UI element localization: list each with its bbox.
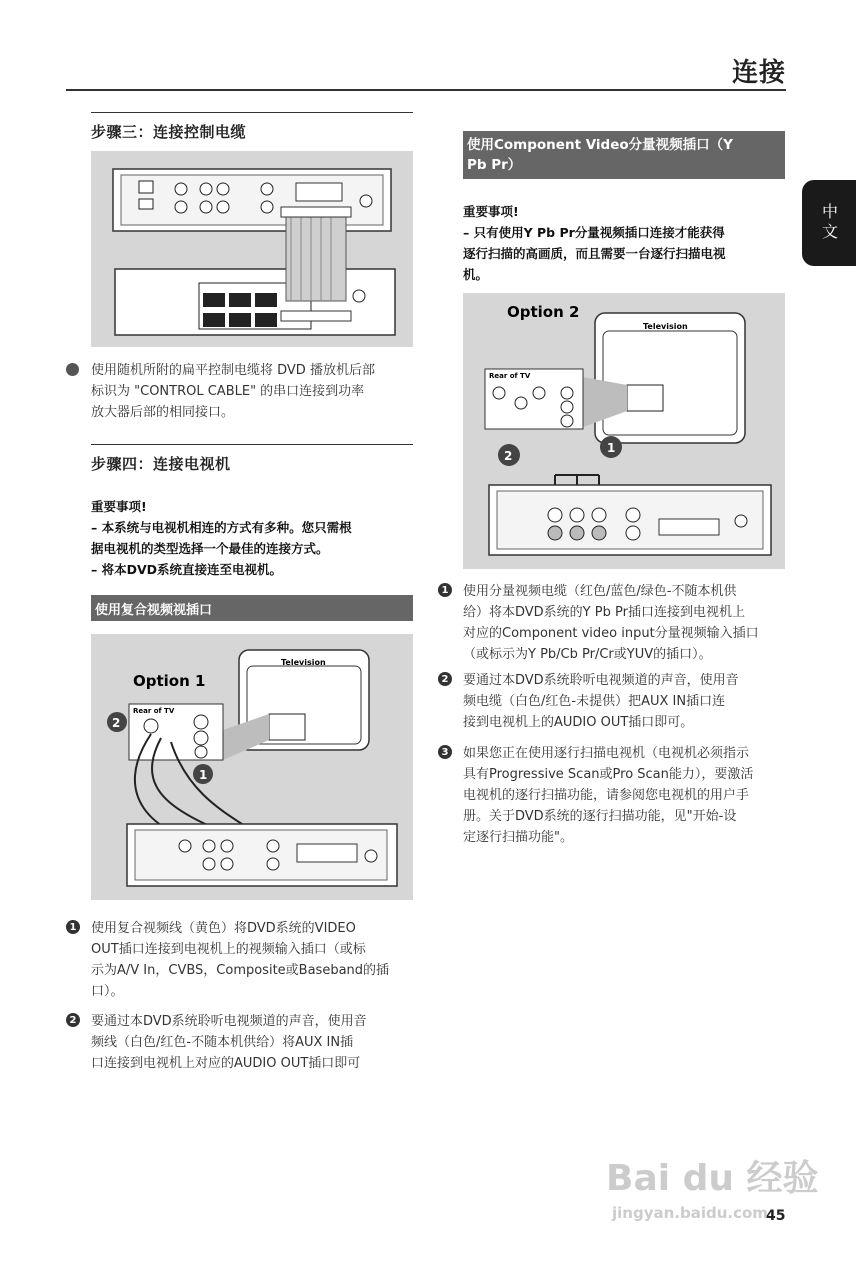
component-item-2 <box>463 670 785 733</box>
text-line: 示为A/V In，CVBS，Composite或Baseband的插 <box>91 963 390 978</box>
text-line: 要通过本DVD系统聆听电视频道的声音，使用音 <box>91 1014 367 1029</box>
text-line: 如果您正在使用逐行扫描电视机（电视机必须指示 <box>463 746 750 761</box>
text-line: 使用随机所附的扁平控制电缆将 DVD 播放机后部 <box>91 363 375 378</box>
composite-section-bar: 使用复合视频视插口 <box>91 595 413 621</box>
text-line: 标识为 "CONTROL CABLE" 的串口连接到功率 <box>91 384 365 399</box>
text-line: Pb Pr） <box>467 157 522 173</box>
text-line: 使用复合视频线（黄色）将DVD系统的VIDEO <box>91 921 356 936</box>
section-rule <box>91 444 413 445</box>
watermark-url: jingyan.baidu.com <box>612 1204 768 1222</box>
composite-item-2 <box>91 1011 413 1074</box>
text-line: – 本系统与电视机相连的方式有多种。您只需根 <box>91 520 352 535</box>
control-cable-diagram <box>91 151 413 347</box>
component-item-1 <box>463 581 785 665</box>
text-line: 口）。 <box>91 984 124 999</box>
step3-title: 步骤三：连接控制电缆 <box>91 123 247 141</box>
component-notes <box>463 201 785 285</box>
watermark-brand: Bai du 经验 <box>606 1158 819 1199</box>
option2-figure <box>463 293 785 569</box>
bullet-icon <box>66 363 79 376</box>
text-line: – 将本DVD系统直接连至电视机。 <box>91 562 283 577</box>
step4-title: 步骤四：连接电视机 <box>91 455 231 473</box>
option1-figure <box>91 634 413 900</box>
text-line: 频线（白色/红色-不随本机供给）将AUX IN插 <box>91 1035 354 1050</box>
text-line: 定逐行扫描功能"。 <box>463 830 573 845</box>
option1-diagram <box>91 634 413 900</box>
text-line: 给）将本DVD系统的Y Pb Pr插口连接到电视机上 <box>463 605 745 620</box>
important-label: 重要事项! <box>463 204 519 219</box>
tv-label: Television <box>281 658 326 667</box>
step-number-icon: 3 <box>438 745 452 759</box>
svg-text:2: 2 <box>112 716 121 730</box>
text-line: 对应的Component video input分量视频输入插口 <box>463 626 759 641</box>
svg-text:1: 1 <box>607 441 616 455</box>
text-line: 使用分量视频电缆（红色/蓝色/绿色-不随本机供 <box>463 584 737 599</box>
section-rule <box>91 112 413 113</box>
control-cable-figure <box>91 151 413 347</box>
text-line: 册。关于DVD系统的逐行扫描功能，见"开始-设 <box>463 809 737 824</box>
option-label: Option 1 <box>133 672 206 690</box>
step-number-icon: 1 <box>438 583 452 597</box>
page-title: 连接 <box>731 58 786 88</box>
text-line: （或标示为Y Pb/Cb Pr/Cr或YUV的插口）。 <box>463 647 712 662</box>
step3-paragraph <box>91 360 413 423</box>
tv-label: Television <box>643 322 688 331</box>
text-line: 要通过本DVD系统聆听电视频道的声音，使用音 <box>463 673 739 688</box>
text-line: 放大器后部的相同接口。 <box>91 405 235 420</box>
text-line: OUT插口连接到电视机上的视频输入插口（或标 <box>91 942 366 957</box>
text-line: 逐行扫描的高画质，而且需要一台逐行扫描电视 <box>463 246 726 261</box>
text-line: 接到电视机上的AUDIO OUT插口即可。 <box>463 715 694 730</box>
page-number: 45 <box>766 1208 786 1224</box>
svg-text:2: 2 <box>504 449 513 463</box>
step-number-icon: 2 <box>66 1013 80 1027</box>
rear-label: Rear of TV <box>489 372 531 380</box>
component-item-3 <box>463 743 785 848</box>
option2-diagram <box>463 293 785 569</box>
option-label: Option 2 <box>507 303 580 321</box>
text-line: 机。 <box>463 267 489 282</box>
text-line: 频电缆（白色/红色-未提供）把AUX IN插口连 <box>463 694 726 709</box>
svg-text:1: 1 <box>199 768 208 782</box>
text-line: 具有Progressive Scan或Pro Scan能力），要激活 <box>463 767 754 782</box>
rear-label: Rear of TV <box>133 707 175 715</box>
component-section-bar <box>463 131 785 179</box>
step4-notes <box>91 496 413 580</box>
text-line: 电视机的逐行扫描功能，请参阅您电视机的用户手 <box>463 788 750 803</box>
step-number-icon: 1 <box>66 920 80 934</box>
text-line: 据电视机的类型选择一个最佳的连接方式。 <box>91 541 329 556</box>
header-rule <box>66 89 786 91</box>
text-line: 使用Component Video分量视频插口（Y <box>467 137 733 153</box>
language-tab <box>802 180 856 266</box>
text-line: 口连接到电视机上对应的AUDIO OUT插口即可 <box>91 1056 361 1071</box>
step-number-icon: 2 <box>438 672 452 686</box>
language-tab-label: 中文 <box>819 203 839 243</box>
important-label: 重要事项! <box>91 499 147 514</box>
composite-item-1 <box>91 918 413 1002</box>
text-line: – 只有使用Y Pb Pr分量视频插口连接才能获得 <box>463 225 725 240</box>
